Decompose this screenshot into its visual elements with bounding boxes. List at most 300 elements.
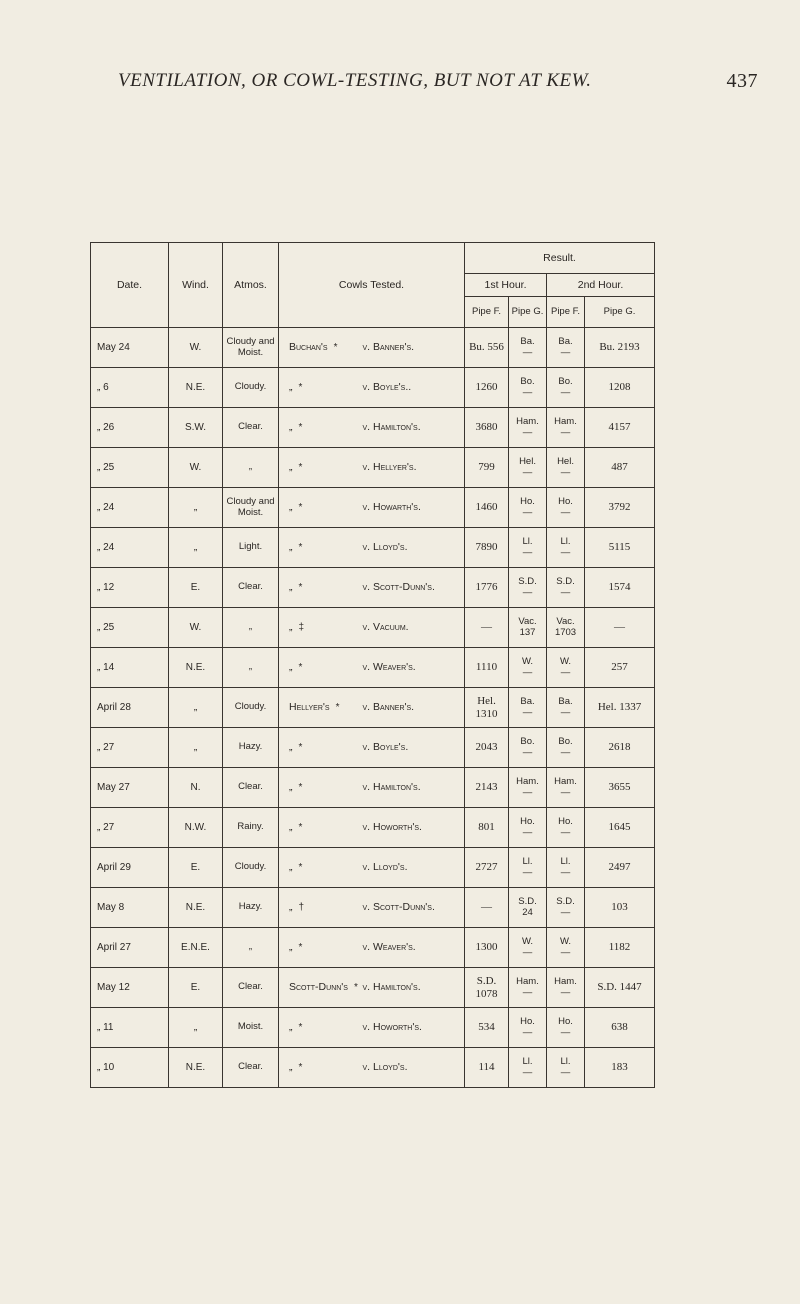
date-value: May 27 — [97, 781, 130, 793]
h2-pipe-f-cell — [547, 528, 585, 568]
date-value: „ 25 — [97, 461, 115, 473]
atmos-cell — [223, 608, 279, 648]
header-wind: Wind. — [169, 243, 223, 328]
cowl-mark: * — [298, 742, 303, 754]
h1-pipe-g-top: Ham. — [516, 415, 539, 427]
versus-cell — [359, 328, 465, 368]
date-cell — [91, 688, 169, 728]
h1-pipe-f-cell — [465, 648, 509, 688]
h1-pipe-g-cell — [509, 368, 547, 408]
h2-pipe-g-cell — [585, 848, 655, 888]
date-cell — [91, 1008, 169, 1048]
h1-pipe-f-value: 1776 — [475, 581, 498, 594]
h1-pipe-g-top: Ba. — [520, 335, 535, 347]
h2-pipe-g-cell — [585, 808, 655, 848]
h2-pipe-g-value: 3792 — [608, 501, 631, 514]
h1-pipe-g-top: S.D. — [518, 575, 537, 587]
atmos-value: Rainy. — [237, 821, 264, 833]
cowl-mark: * — [298, 822, 303, 834]
atmos-cell — [223, 568, 279, 608]
h2-pipe-g-value: 103 — [611, 901, 628, 914]
versus-name: v. Banner's. — [362, 701, 415, 714]
atmos-cell — [223, 648, 279, 688]
h2-pipe-f-top: Ho. — [558, 815, 573, 827]
h1-pipe-g-cell — [509, 768, 547, 808]
cowl-name: „ — [289, 421, 293, 434]
date-cell — [91, 568, 169, 608]
h1-pipe-f-value: 534 — [478, 1021, 495, 1034]
cowl-mark: * — [298, 862, 303, 874]
h1-pipe-g-cell — [509, 848, 547, 888]
header-atmos: Atmos. — [223, 243, 279, 328]
date-value: April 28 — [97, 701, 131, 713]
wind-cell — [169, 528, 223, 568]
h1-pipe-g-bottom: — — [522, 826, 533, 838]
wind-cell — [169, 688, 223, 728]
wind-value: „ — [193, 501, 198, 513]
h2-pipe-f-bottom: — — [560, 586, 571, 598]
h2-pipe-f-cell — [547, 488, 585, 528]
date-value: „ 6 — [97, 381, 109, 393]
h1-pipe-g-cell — [509, 728, 547, 768]
h1-pipe-g-cell — [509, 808, 547, 848]
h2-pipe-f-cell — [547, 568, 585, 608]
h1-pipe-g-top: Ho. — [520, 495, 535, 507]
wind-cell — [169, 848, 223, 888]
date-value: „ 25 — [97, 621, 115, 633]
h1-pipe-g-bottom: — — [522, 506, 533, 518]
h1-pipe-f-value: 1260 — [475, 381, 498, 394]
h1-pipe-f-cell — [465, 848, 509, 888]
cowl-mark: * — [298, 382, 303, 394]
h1-pipe-f-value: 7890 — [475, 541, 498, 554]
versus-name: v. Howorth's. — [362, 821, 422, 834]
h1-pipe-g-top: Ba. — [520, 695, 535, 707]
cowl-mark: * — [298, 662, 303, 674]
cowl-mark: * — [298, 1022, 303, 1034]
h2-pipe-f-bottom: — — [560, 1026, 571, 1038]
atmos-cell — [223, 808, 279, 848]
h2-pipe-f-top: W. — [559, 655, 572, 667]
h2-pipe-g-value: 4157 — [608, 421, 631, 434]
h1-pipe-f-cell — [465, 1048, 509, 1088]
atmos-value: Cloudy and Moist. — [226, 335, 275, 358]
date-cell — [91, 928, 169, 968]
versus-cell — [359, 448, 465, 488]
versus-cell — [359, 528, 465, 568]
h2-pipe-g-cell — [585, 1008, 655, 1048]
cowl-name: „ — [289, 501, 293, 514]
wind-cell — [169, 568, 223, 608]
cowl-cell — [279, 1008, 359, 1048]
versus-cell — [359, 728, 465, 768]
h2-pipe-g-cell — [585, 608, 655, 648]
versus-name: v. Howarth's. — [362, 501, 421, 514]
h2-pipe-f-top: S.D. — [556, 895, 575, 907]
atmos-cell — [223, 408, 279, 448]
h1-pipe-g-bottom: 137 — [519, 626, 536, 638]
atmos-cell — [223, 728, 279, 768]
h1-pipe-g-cell — [509, 608, 547, 648]
cowl-name: „ — [289, 1061, 293, 1074]
table-row — [91, 1008, 655, 1048]
h2-pipe-f-cell — [547, 688, 585, 728]
wind-cell — [169, 608, 223, 648]
atmos-value: „ — [248, 661, 253, 673]
versus-cell — [359, 808, 465, 848]
atmos-value: „ — [248, 941, 253, 953]
h1-pipe-f-value: 2143 — [475, 781, 498, 794]
h2-pipe-g-value: 5115 — [608, 541, 631, 554]
cowl-mark: * — [353, 982, 358, 994]
versus-cell — [359, 488, 465, 528]
wind-cell — [169, 408, 223, 448]
date-value: „ 27 — [97, 741, 115, 753]
h1-pipe-g-cell — [509, 528, 547, 568]
h1-pipe-g-cell — [509, 928, 547, 968]
cowl-mark: * — [298, 1062, 303, 1074]
h2-pipe-g-cell — [585, 688, 655, 728]
cowl-cell — [279, 968, 359, 1008]
h1-pipe-f-cell — [465, 768, 509, 808]
h1-pipe-g-bottom: — — [522, 426, 533, 438]
h2-pipe-g-value: 257 — [611, 661, 628, 674]
atmos-value: Clear. — [238, 421, 263, 433]
h1-pipe-g-top: Ll. — [522, 855, 533, 867]
h1-pipe-f-value: Hel. 1310 — [475, 694, 498, 720]
atmos-cell — [223, 528, 279, 568]
h2-pipe-f-top: Hel. — [557, 455, 574, 467]
date-cell — [91, 728, 169, 768]
versus-cell — [359, 1008, 465, 1048]
wind-value: N.E. — [185, 901, 206, 913]
h2-pipe-g-cell — [585, 408, 655, 448]
versus-cell — [359, 688, 465, 728]
table-row — [91, 728, 655, 768]
h2-pipe-f-cell — [547, 968, 585, 1008]
cowl-cell — [279, 328, 359, 368]
atmos-value: Clear. — [238, 1061, 263, 1073]
cowl-cell — [279, 368, 359, 408]
h2-pipe-g-cell — [585, 1048, 655, 1088]
wind-cell — [169, 648, 223, 688]
versus-name: v. Howorth's. — [362, 1021, 422, 1034]
cowl-name: „ — [289, 461, 293, 474]
versus-name: v. Scott-Dunn's. — [362, 901, 435, 914]
date-value: April 27 — [97, 941, 131, 953]
header-pipe-g-1: Pipe G. — [509, 297, 547, 328]
h1-pipe-g-top: Hel. — [519, 455, 536, 467]
versus-name: v. Banner's. — [362, 341, 415, 354]
h1-pipe-g-cell — [509, 688, 547, 728]
h2-pipe-f-top: Ll. — [560, 535, 571, 547]
date-cell — [91, 968, 169, 1008]
wind-value: E. — [190, 861, 201, 873]
h2-pipe-f-bottom: — — [560, 426, 571, 438]
h1-pipe-g-cell — [509, 968, 547, 1008]
h1-pipe-g-top: S.D. — [518, 895, 537, 907]
h2-pipe-f-cell — [547, 888, 585, 928]
atmos-cell — [223, 368, 279, 408]
date-value: „ 24 — [97, 541, 115, 553]
h1-pipe-g-top: Bo. — [520, 735, 535, 747]
h2-pipe-f-bottom: — — [560, 986, 571, 998]
table-row — [91, 848, 655, 888]
atmos-cell — [223, 448, 279, 488]
versus-cell — [359, 608, 465, 648]
date-cell — [91, 528, 169, 568]
h2-pipe-f-top: Ba. — [558, 695, 573, 707]
table-row — [91, 488, 655, 528]
versus-cell — [359, 408, 465, 448]
h1-pipe-f-cell — [465, 1008, 509, 1048]
table-row — [91, 688, 655, 728]
h2-pipe-f-top: S.D. — [556, 575, 575, 587]
h2-pipe-f-top: Vac. — [556, 615, 575, 627]
h2-pipe-f-bottom: 1703 — [554, 626, 577, 638]
table-row — [91, 528, 655, 568]
h2-pipe-g-value: Bu. 2193 — [599, 341, 640, 354]
cowl-name: Hellyer's — [289, 701, 330, 714]
h1-pipe-f-value: 799 — [478, 461, 495, 474]
table-row — [91, 968, 655, 1008]
h2-pipe-f-cell — [547, 848, 585, 888]
date-cell — [91, 808, 169, 848]
wind-cell — [169, 808, 223, 848]
wind-value: E. — [190, 581, 201, 593]
date-value: „ 27 — [97, 821, 115, 833]
table-row — [91, 368, 655, 408]
h1-pipe-f-cell — [465, 728, 509, 768]
h1-pipe-g-bottom: — — [522, 706, 533, 718]
h1-pipe-g-cell — [509, 1008, 547, 1048]
cowl-name: „ — [289, 621, 293, 634]
versus-cell — [359, 648, 465, 688]
h1-pipe-g-cell — [509, 448, 547, 488]
h1-pipe-g-top: W. — [521, 655, 534, 667]
cowl-cell — [279, 928, 359, 968]
cowl-cell — [279, 608, 359, 648]
cowl-name: „ — [289, 861, 293, 874]
atmos-value: Cloudy. — [234, 861, 267, 873]
atmos-value: Cloudy. — [234, 701, 267, 713]
h2-pipe-f-top: Ham. — [554, 775, 577, 787]
table-row — [91, 408, 655, 448]
versus-cell — [359, 968, 465, 1008]
h1-pipe-g-cell — [509, 408, 547, 448]
h1-pipe-g-top: Ll. — [522, 535, 533, 547]
h2-pipe-f-top: Ll. — [560, 1055, 571, 1067]
h1-pipe-g-bottom: — — [522, 346, 533, 358]
h2-pipe-f-cell — [547, 448, 585, 488]
cowl-cell — [279, 448, 359, 488]
h2-pipe-g-value: 2618 — [608, 741, 631, 754]
atmos-value: Hazy. — [238, 741, 263, 753]
h2-pipe-f-bottom: — — [560, 786, 571, 798]
date-value: May 8 — [97, 901, 125, 913]
table-row — [91, 768, 655, 808]
date-value: „ 26 — [97, 421, 115, 433]
cowl-name: „ — [289, 741, 293, 754]
h1-pipe-g-cell — [509, 648, 547, 688]
cowl-cell — [279, 888, 359, 928]
header-pipe-f-1: Pipe F. — [465, 297, 509, 328]
versus-cell — [359, 848, 465, 888]
wind-value: „ — [193, 541, 198, 553]
wind-cell — [169, 368, 223, 408]
header-pipe-f-2: Pipe F. — [547, 297, 585, 328]
versus-name: v. Hamilton's. — [362, 421, 421, 434]
h2-pipe-g-cell — [585, 488, 655, 528]
cowl-cell — [279, 728, 359, 768]
h1-pipe-g-bottom: — — [522, 986, 533, 998]
date-cell — [91, 768, 169, 808]
h2-pipe-f-cell — [547, 328, 585, 368]
table-row — [91, 568, 655, 608]
versus-name: v. Boyle's.. — [362, 381, 412, 394]
versus-name: v. Hamilton's. — [362, 981, 421, 994]
h2-pipe-f-top: Ho. — [558, 495, 573, 507]
header-first-hour: 1st Hour. — [465, 274, 547, 297]
cowl-name: „ — [289, 381, 293, 394]
h1-pipe-f-value: 3680 — [475, 421, 498, 434]
h2-pipe-f-cell — [547, 368, 585, 408]
h1-pipe-f-value: 1110 — [475, 661, 498, 674]
date-value: May 12 — [97, 981, 130, 993]
h2-pipe-f-bottom: — — [560, 706, 571, 718]
table-row — [91, 448, 655, 488]
h1-pipe-g-cell — [509, 568, 547, 608]
h2-pipe-f-cell — [547, 1008, 585, 1048]
h1-pipe-g-bottom: — — [522, 946, 533, 958]
h2-pipe-g-cell — [585, 648, 655, 688]
cowl-cell — [279, 648, 359, 688]
cowl-mark: * — [298, 542, 303, 554]
cowl-name: „ — [289, 941, 293, 954]
wind-cell — [169, 728, 223, 768]
h2-pipe-f-top: Ham. — [554, 975, 577, 987]
h2-pipe-g-value: 3655 — [608, 781, 631, 794]
cowl-name: Buchan's — [289, 341, 328, 354]
atmos-value: Moist. — [237, 1021, 264, 1033]
cowl-mark: * — [298, 782, 303, 794]
table-row — [91, 648, 655, 688]
h1-pipe-f-value: 801 — [478, 821, 495, 834]
cowl-name: „ — [289, 781, 293, 794]
cowl-mark: * — [298, 462, 303, 474]
h2-pipe-f-cell — [547, 648, 585, 688]
versus-name: v. Hellyer's. — [362, 461, 417, 474]
date-cell — [91, 648, 169, 688]
wind-value: W. — [189, 461, 202, 473]
cowl-cell — [279, 488, 359, 528]
h2-pipe-f-bottom: — — [560, 346, 571, 358]
cowl-cell — [279, 848, 359, 888]
h1-pipe-g-top: Vac. — [518, 615, 537, 627]
h2-pipe-f-bottom: — — [560, 466, 571, 478]
running-head-title: VENTILATION, OR COWL-TESTING, BUT NOT AT KEW. — [118, 70, 592, 91]
h2-pipe-f-bottom: — — [560, 386, 571, 398]
h2-pipe-f-cell — [547, 408, 585, 448]
h2-pipe-f-bottom: — — [560, 866, 571, 878]
cowl-mark: ‡ — [298, 622, 305, 634]
h1-pipe-f-value: 2043 — [475, 741, 498, 754]
table-row — [91, 328, 655, 368]
date-cell — [91, 888, 169, 928]
date-cell — [91, 368, 169, 408]
date-value: „ 10 — [97, 1061, 115, 1073]
h2-pipe-f-bottom: — — [560, 826, 571, 838]
atmos-cell — [223, 928, 279, 968]
cowl-cell — [279, 528, 359, 568]
versus-cell — [359, 1048, 465, 1088]
h1-pipe-f-cell — [465, 688, 509, 728]
cowl-cell — [279, 1048, 359, 1088]
h2-pipe-g-cell — [585, 928, 655, 968]
atmos-value: Clear. — [238, 581, 263, 593]
atmos-cell — [223, 1048, 279, 1088]
h2-pipe-g-value: 487 — [611, 461, 628, 474]
wind-cell — [169, 448, 223, 488]
table-body — [91, 328, 655, 1088]
header-cowls-tested: Cowls Tested. — [279, 243, 465, 328]
header-second-hour: 2nd Hour. — [547, 274, 655, 297]
h2-pipe-f-cell — [547, 768, 585, 808]
wind-cell — [169, 928, 223, 968]
h2-pipe-f-cell — [547, 728, 585, 768]
h2-pipe-f-bottom: — — [560, 946, 571, 958]
h2-pipe-g-cell — [585, 528, 655, 568]
h1-pipe-g-bottom: — — [522, 1026, 533, 1038]
h1-pipe-g-top: Ho. — [520, 1015, 535, 1027]
h1-pipe-f-cell — [465, 528, 509, 568]
header-pipe-g-2: Pipe G. — [585, 297, 655, 328]
h2-pipe-f-cell — [547, 808, 585, 848]
cowl-name: „ — [289, 661, 293, 674]
versus-cell — [359, 768, 465, 808]
atmos-cell — [223, 888, 279, 928]
h1-pipe-g-cell — [509, 488, 547, 528]
h1-pipe-g-bottom: — — [522, 586, 533, 598]
h2-pipe-f-cell — [547, 928, 585, 968]
date-cell — [91, 448, 169, 488]
h2-pipe-g-value: 183 — [611, 1061, 628, 1074]
h1-pipe-f-value: 1460 — [475, 501, 498, 514]
cowl-name: „ — [289, 821, 293, 834]
versus-name: v. Scott-Dunn's. — [362, 581, 435, 594]
atmos-value: Clear. — [238, 781, 263, 793]
versus-name: v. Hamilton's. — [362, 781, 421, 794]
date-value: April 29 — [97, 861, 131, 873]
versus-cell — [359, 928, 465, 968]
atmos-cell — [223, 328, 279, 368]
h1-pipe-f-cell — [465, 888, 509, 928]
wind-value: „ — [193, 1021, 198, 1033]
wind-value: „ — [193, 741, 198, 753]
h1-pipe-f-value: 2727 — [475, 861, 498, 874]
table-row — [91, 808, 655, 848]
atmos-cell — [223, 488, 279, 528]
atmos-cell — [223, 848, 279, 888]
date-cell — [91, 328, 169, 368]
wind-cell — [169, 1048, 223, 1088]
atmos-cell — [223, 1008, 279, 1048]
h2-pipe-g-cell — [585, 328, 655, 368]
cowl-test-table — [90, 242, 655, 1088]
h1-pipe-f-cell — [465, 448, 509, 488]
h1-pipe-g-top: Ham. — [516, 975, 539, 987]
h1-pipe-g-bottom: — — [522, 1066, 533, 1078]
